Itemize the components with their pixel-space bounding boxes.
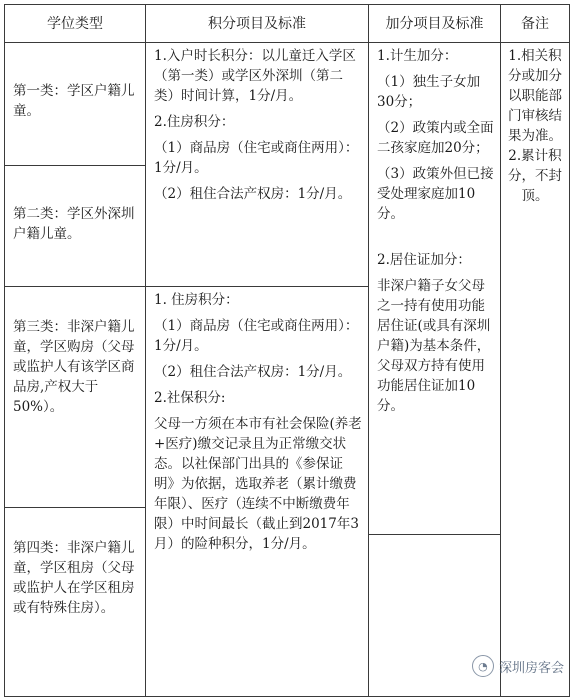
- header-bonus-text: 加分项目及标准: [385, 15, 484, 32]
- bonus-item-6: 非深户籍子女父母之一持有使用功能居住证(或具有深圳户籍)为基本条件，父母双方持有使用功能居住证加10分。: [377, 278, 491, 414]
- category-cell-3: [4, 286, 146, 508]
- category-text-1: 第一类：学区户籍儿童。: [13, 83, 135, 119]
- notes-text: 1.相关积分或加分以职能部门审核结果为准。2.累计积分，不封顶。: [508, 48, 562, 204]
- bonus-item-1: 1.计生加分：: [377, 48, 458, 64]
- notes-cell: [500, 42, 570, 697]
- scoring-top-item-4: （2）租住合法产权房：1分/月。: [154, 186, 352, 202]
- category-text-4: 第四类：非深户籍儿童，学区租房（父母或监护人在学区租房或有特殊住房）。: [13, 540, 135, 616]
- header-category-text: 学位类型: [47, 15, 103, 32]
- scoring-bottom-item-2: （1）商品房（住宅或商住两用）：1分/月。: [154, 318, 359, 354]
- header-scoring: [145, 4, 369, 43]
- scoring-cell-top: [145, 42, 369, 287]
- wechat-icon: ◔: [472, 655, 494, 677]
- category-text-3: 第三类：非深户籍儿童，学区购房（父母或监护人有该学区商品房,产权大于50%）。: [13, 319, 135, 415]
- watermark: [472, 655, 564, 677]
- category-cell-2: [4, 165, 146, 287]
- scoring-bottom-item-3: （2）租住合法产权房：1分/月。: [154, 364, 352, 380]
- category-cell-4: [4, 507, 146, 697]
- category-text-2: 第二类：学区外深圳户籍儿童。: [13, 206, 135, 242]
- policy-table: [4, 4, 570, 697]
- scoring-bottom-item-5: 父母一方须在本市有社会保险(养老+医疗)缴交记录且为正常缴交状态。以社保部门出具的《参保证明》为依据，选取养老（累计缴费年限）、医疗（连续不中断缴费年限）中时间最长（截止到2017年3月）的险种积分，1分/月。: [154, 416, 362, 552]
- scoring-bottom-item-4: 2.社保积分:: [154, 390, 226, 406]
- bonus-item-2: （1）独生子女加30分；: [377, 74, 481, 110]
- header-notes: [500, 4, 570, 43]
- bonus-item-4: （3）政策外但已接受处理家庭加10分。: [377, 166, 494, 222]
- header-bonus: [368, 4, 501, 43]
- scoring-cell-bottom: [145, 286, 369, 697]
- header-notes-text: 备注: [521, 15, 549, 32]
- bonus-item-3: （2）政策内或全面二孩家庭加20分；: [377, 120, 494, 156]
- scoring-bottom-item-1: 1. 住房积分：: [154, 292, 239, 308]
- watermark-text: 深圳房客会: [498, 660, 564, 676]
- scoring-top-item-1: 1.入户时长积分：以儿童迁入学区（第一类）或学区外深圳（第二类）时间计算，1分/月。: [154, 48, 356, 104]
- bonus-cell: [368, 42, 501, 535]
- scoring-top-item-3: （1）商品房（住宅或商住两用）：1分/月。: [154, 140, 359, 176]
- header-category: [4, 4, 146, 43]
- header-scoring-text: 积分项目及标准: [208, 15, 306, 32]
- category-cell-1: [4, 42, 146, 166]
- scoring-top-item-2: 2.住房积分：: [154, 114, 235, 130]
- bonus-item-5: 2.居住证加分：: [377, 252, 471, 268]
